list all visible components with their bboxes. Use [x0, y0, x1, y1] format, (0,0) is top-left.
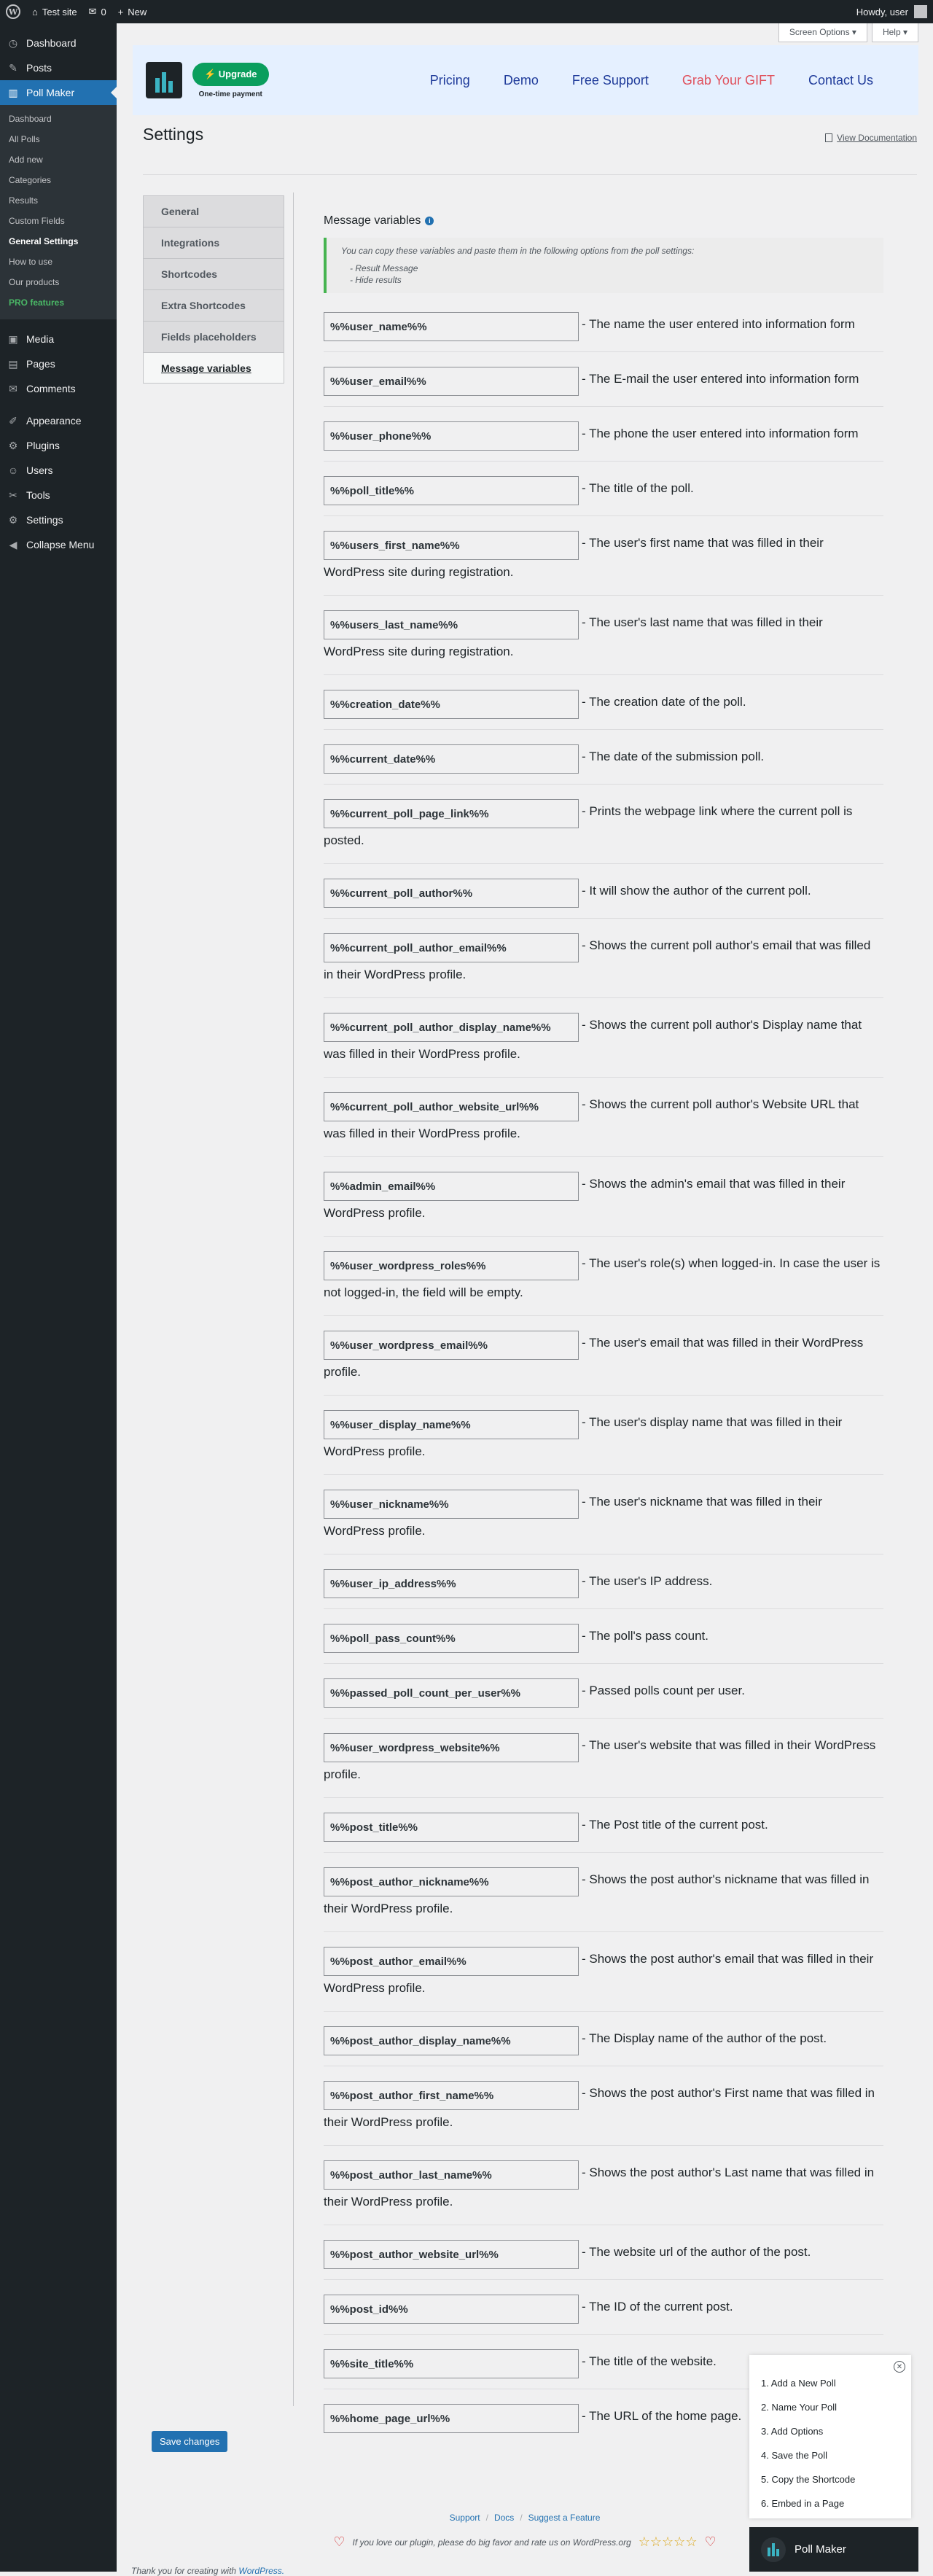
variable-field[interactable]: %%user_display_name%% [324, 1410, 579, 1439]
steps-widget [749, 2355, 911, 2518]
variable-row [324, 1719, 883, 1798]
variable-row [324, 2225, 883, 2280]
footer-links: Support / Docs / Suggest a Feature [449, 2513, 601, 2523]
footer-link-docs[interactable]: Docs [493, 2513, 515, 2523]
poll-maker-logo [146, 62, 182, 98]
variable-field[interactable]: %%current_poll_page_link%% [324, 799, 579, 828]
variable-field[interactable]: %%user_email%% [324, 367, 579, 396]
tab-shortcodes[interactable]: Shortcodes [143, 258, 284, 289]
sidebar-item-poll-maker[interactable]: ▥ Poll Maker [0, 80, 117, 105]
variable-description: - The user's email that was filled in their WordPress profile. [324, 1336, 864, 1379]
submenu-item-pro-features[interactable]: PRO features [9, 297, 65, 308]
admin-sidebar [0, 23, 117, 2572]
variable-row [324, 785, 883, 864]
variable-field[interactable]: %%passed_poll_count_per_user%% [324, 1678, 579, 1708]
variable-row [324, 1609, 883, 1664]
variable-description: - The URL of the home page. [582, 2409, 742, 2423]
poll-maker-badge[interactable]: Poll Maker [749, 2527, 918, 2572]
variable-row [324, 352, 883, 407]
close-icon[interactable]: ✕ [894, 2361, 905, 2373]
tab-fields-placeholders[interactable]: Fields placeholders [143, 321, 284, 352]
banner-link-free-support[interactable]: Free Support [571, 72, 649, 87]
comments-link[interactable]: ✉ 0 [88, 6, 106, 17]
submenu-item-how-to-use[interactable]: How to use [9, 257, 53, 267]
variable-field[interactable]: %%user_nickname%% [324, 1490, 579, 1519]
variable-row [324, 1475, 883, 1554]
variables-notice: You can copy these variables and paste them in the following options from the poll settings: - Result Message - Hide results [324, 238, 883, 293]
tab-message-variables[interactable]: Message variables [143, 352, 284, 384]
save-changes-button[interactable]: Save changes [152, 2431, 227, 2452]
variable-row [324, 919, 883, 998]
variable-description: - It will show the author of the current poll. [582, 884, 811, 898]
variable-row [324, 730, 883, 785]
variable-description: - The title of the poll. [582, 481, 694, 495]
new-content-link[interactable]: + New [117, 6, 147, 17]
posts-icon: ✎ [9, 61, 17, 74]
submenu-item-our-products[interactable]: Our products [9, 277, 60, 287]
variable-description: - Shows the post author's email that was filled in their WordPress profile. [324, 1952, 874, 1995]
variable-field[interactable]: %%post_author_last_name%% [324, 2160, 579, 2190]
poll-maker-icon: ▥ [8, 86, 18, 98]
help-button[interactable]: Help ▾ [872, 23, 918, 42]
home-icon: ⌂ [32, 6, 38, 17]
banner-link-grab-your-gift[interactable]: Grab Your GIFT [682, 72, 775, 87]
variable-description: - The user's last name that was filled in their WordPress site during registration. [324, 615, 823, 658]
variable-row [324, 1396, 883, 1475]
plugins-icon: ⚙ [8, 439, 18, 451]
variable-field[interactable]: %%post_id%% [324, 2295, 579, 2324]
submenu-item-categories[interactable]: Categories [9, 175, 52, 185]
main-content [117, 23, 933, 2576]
step-item[interactable]: 3. Add Options [761, 2426, 824, 2437]
variable-field[interactable]: %%current_date%% [324, 744, 579, 774]
variable-field[interactable]: %%post_author_email%% [324, 1947, 579, 1976]
sidebar-item-appearance[interactable]: ✐ Appearance [0, 408, 117, 433]
variable-row [324, 407, 883, 462]
variable-row [324, 516, 883, 596]
banner-link-contact-us[interactable]: Contact Us [808, 72, 873, 87]
step-item[interactable]: 5. Copy the Shortcode [761, 2474, 856, 2485]
step-item[interactable]: 2. Name Your Poll [761, 2402, 838, 2413]
variable-description: - Shows the current poll author's Website URL that was filled in their WordPress profile. [324, 1097, 859, 1140]
variable-description: - The title of the website. [582, 2354, 717, 2368]
variable-row [324, 2280, 883, 2335]
banner-link-demo[interactable]: Demo [503, 72, 539, 87]
variable-description: - The phone the user entered into information form [582, 427, 859, 440]
variable-field[interactable]: %%site_title%% [324, 2349, 579, 2378]
sidebar-item-media[interactable]: ▣ Media [8, 332, 55, 345]
wordpress-icon: W [6, 4, 20, 19]
variable-field[interactable]: %%user_wordpress_roles%% [324, 1251, 579, 1280]
variable-field[interactable]: %%users_last_name%% [324, 610, 579, 639]
footer-link-suggest-a-feature[interactable]: Suggest a Feature [528, 2513, 601, 2523]
variable-row [324, 2146, 883, 2225]
screen-options-button[interactable]: Screen Options ▾ [778, 23, 867, 42]
comment-bubble-icon: ✉ [88, 6, 97, 17]
page-title: Settings [143, 125, 204, 144]
variable-row [324, 2066, 883, 2146]
variable-description: - The user's first name that was filled in their WordPress site during registration. [324, 536, 824, 579]
variable-row [324, 596, 883, 675]
notice-item: - Result Message [350, 262, 869, 274]
variable-description: - The user's role(s) when logged-in. In case the user is not logged-in, the field will be empty. [324, 1256, 881, 1299]
tools-icon: ✂ [9, 489, 17, 501]
admin-bar [0, 0, 933, 23]
variable-field[interactable]: %%home_page_url%% [324, 2404, 579, 2433]
wordpress-link[interactable]: WordPress. [238, 2566, 285, 2576]
variable-field[interactable]: %%poll_pass_count%% [324, 1624, 579, 1653]
step-item[interactable]: 1. Add a New Poll [761, 2378, 836, 2389]
variable-field[interactable]: %%current_poll_author_email%% [324, 933, 579, 962]
variable-description: - Prints the webpage link where the current poll is posted. [324, 804, 853, 847]
variable-description: - Shows the current poll author's Display name that was filled in their WordPress profile. [324, 1018, 862, 1061]
sidebar-item-comments[interactable]: ✉ Comments [0, 376, 117, 401]
sidebar-item-collapse-menu[interactable]: ◀ Collapse Menu [0, 532, 117, 557]
variable-row [324, 462, 883, 516]
variable-field[interactable]: %%post_author_website_url%% [324, 2240, 579, 2269]
collapse-icon: ◀ [9, 538, 17, 550]
sidebar-item-plugins[interactable]: ⚙ Plugins [8, 439, 60, 451]
my-account-link[interactable]: Howdy, user [851, 0, 933, 23]
variable-field[interactable]: %%post_title%% [324, 1813, 579, 1842]
variable-description: - Shows the post author's First name that was filled in their WordPress profile. [324, 2086, 875, 2129]
variable-field[interactable]: %%user_wordpress_email%% [324, 1331, 579, 1360]
tab-integrations[interactable]: Integrations [143, 227, 284, 258]
variable-description: - Shows the post author's nickname that was filled in their WordPress profile. [324, 1872, 870, 1915]
submenu-item-custom-fields[interactable]: Custom Fields [9, 216, 65, 226]
variable-row [324, 675, 883, 730]
variable-description: - Shows the post author's Last name that was filled in their WordPress profile. [324, 2166, 875, 2209]
variable-field[interactable]: %%users_first_name%% [324, 531, 579, 560]
plus-icon: + [117, 6, 124, 17]
footer-thanks: Thank you for creating with WordPress. [131, 2566, 285, 2576]
variable-field[interactable]: %%post_author_nickname%% [324, 1867, 579, 1896]
notice-item: - Hide results [350, 274, 869, 286]
submenu-item-general-settings[interactable]: General Settings [9, 236, 79, 246]
variable-row [324, 1932, 883, 2012]
variable-row [324, 2012, 883, 2066]
variable-row [324, 998, 883, 1078]
tab-extra-shortcodes[interactable]: Extra Shortcodes [143, 289, 284, 321]
info-icon[interactable]: i [425, 217, 434, 225]
rate-us: ♡ If you love our plugin, please do big favor and rate us on WordPress.org ☆☆☆☆☆ ♡ [333, 2534, 717, 2549]
variable-description: - Shows the current poll author's email that was filled in their WordPress profile. [324, 938, 871, 981]
variable-row [324, 1157, 883, 1237]
variable-row [324, 1798, 883, 1853]
variable-field[interactable]: %%user_wordpress_website%% [324, 1733, 579, 1762]
variable-field[interactable]: %%admin_email%% [324, 1172, 579, 1201]
upgrade-button[interactable]: ⚡ Upgrade [192, 63, 269, 86]
variable-description: - The creation date of the poll. [582, 695, 746, 709]
users-icon: ☺ [7, 464, 19, 476]
sidebar-item-settings[interactable]: ⚙ Settings [8, 513, 63, 526]
sidebar-item-dashboard[interactable]: ◷ Dashboard [8, 36, 77, 49]
submenu-item-add-new[interactable]: Add new [9, 155, 43, 165]
poll-maker-icon [761, 2537, 786, 2562]
variable-field[interactable]: %%user_ip_address%% [324, 1569, 579, 1598]
variable-row [324, 1554, 883, 1609]
promo-banner [133, 45, 918, 115]
variable-description: - The E-mail the user entered into information form [582, 372, 859, 386]
settings-tabs [143, 195, 284, 384]
variable-description: - The date of the submission poll. [582, 750, 765, 763]
variable-field[interactable]: %%creation_date%% [324, 690, 579, 719]
variable-row [324, 1237, 883, 1316]
media-icon: ▣ [8, 332, 18, 345]
variable-description: - The website url of the author of the post. [582, 2245, 811, 2259]
section-title: Message variables i [324, 214, 883, 227]
variable-description: - The user's display name that was filled in their WordPress profile. [324, 1415, 843, 1458]
variable-row [324, 1853, 883, 1932]
heart-icon: ♡ [704, 2534, 717, 2549]
submenu-item-dashboard[interactable]: Dashboard [9, 114, 52, 124]
wordpress-logo[interactable] [0, 0, 26, 23]
variable-description: - The Display name of the author of the post. [582, 2031, 827, 2045]
step-item[interactable]: 4. Save the Poll [761, 2450, 828, 2461]
variable-field[interactable]: %%current_poll_author_display_name%% [324, 1013, 579, 1042]
variable-field[interactable]: %%post_author_display_name%% [324, 2026, 579, 2055]
variable-description: - The name the user entered into information form [582, 317, 855, 331]
variable-description: - The user's IP address. [582, 1574, 713, 1588]
variable-field[interactable]: %%current_poll_author%% [324, 879, 579, 908]
sidebar-item-pages[interactable]: ▤ Pages [8, 357, 55, 370]
poll-maker-submenu [0, 105, 117, 319]
variable-description: - The poll's pass count. [582, 1629, 708, 1643]
message-variables-panel [324, 195, 883, 2443]
submenu-item-results[interactable]: Results [9, 195, 39, 206]
variable-field[interactable]: %%user_name%% [324, 312, 579, 341]
settings-icon: ⚙ [8, 513, 18, 526]
heart-icon: ♡ [333, 2534, 346, 2549]
sidebar-item-tools[interactable]: ✂ Tools [0, 483, 117, 507]
variable-row [324, 864, 883, 919]
variable-description: - The ID of the current post. [582, 2300, 733, 2314]
site-name-link[interactable]: ⌂ Test site [32, 6, 77, 17]
document-icon [825, 133, 832, 142]
rating-stars[interactable]: ☆☆☆☆☆ [638, 2534, 698, 2549]
variable-row [324, 1078, 883, 1157]
banner-link-pricing[interactable]: Pricing [429, 72, 470, 87]
divider [143, 174, 917, 175]
submenu-item-all-polls[interactable]: All Polls [9, 134, 40, 144]
one-time-payment-label: One-time payment [198, 90, 262, 98]
avatar [914, 5, 927, 18]
appearance-icon: ✐ [9, 414, 17, 427]
variable-description: - Passed polls count per user. [582, 1684, 745, 1697]
variable-field[interactable]: %%poll_title%% [324, 476, 579, 505]
variable-row [324, 1664, 883, 1719]
variable-field[interactable]: %%current_poll_author_website_url%% [324, 1092, 579, 1121]
variable-description: - The Post title of the current post. [582, 1818, 768, 1832]
tab-general[interactable]: General [143, 195, 284, 227]
variable-row [324, 1316, 883, 1396]
footer-link-support[interactable]: Support [449, 2513, 480, 2523]
sidebar-item-posts[interactable]: ✎ Posts [0, 55, 117, 80]
tabs-divider [293, 192, 294, 2406]
variable-field[interactable]: %%user_phone%% [324, 421, 579, 451]
variable-row [324, 297, 883, 352]
variable-field[interactable]: %%post_author_first_name%% [324, 2081, 579, 2110]
pages-icon: ▤ [8, 357, 18, 370]
step-item[interactable]: 6. Embed in a Page [761, 2498, 845, 2509]
banner-nav [430, 73, 918, 88]
sidebar-item-users[interactable]: ☺ Users [7, 464, 53, 476]
variable-description: - The user's website that was filled in their WordPress profile. [324, 1738, 876, 1781]
dashboard-icon: ◷ [8, 36, 18, 49]
view-documentation-link[interactable]: View Documentation [825, 133, 917, 143]
variable-description: - The user's nickname that was filled in their WordPress profile. [324, 1495, 822, 1538]
variable-description: - Shows the admin's email that was filled in their WordPress profile. [324, 1177, 846, 1220]
comments-icon: ✉ [9, 382, 17, 394]
